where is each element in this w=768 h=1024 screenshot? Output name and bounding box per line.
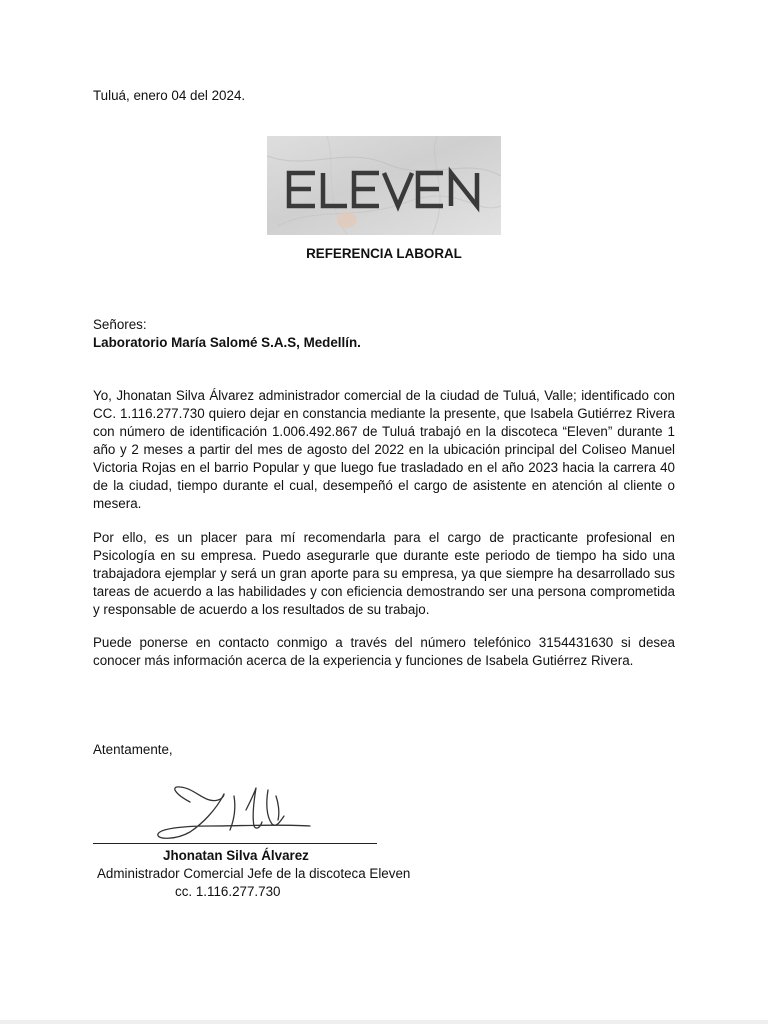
- body-paragraph-3: Puede ponerse en contacto conmigo a través del número telefónico 3154431630 si desea conocer más información acerca de la experiencia y funciones de Isabela Gutiérrez Rivera.: [93, 635, 675, 668]
- handwritten-signature: [150, 782, 330, 844]
- letter-date: Tuluá, enero 04 del 2024.: [93, 88, 246, 103]
- closing: Atentamente,: [93, 742, 173, 757]
- eleven-logo: [267, 136, 501, 235]
- salutation: Señores:: [93, 317, 147, 332]
- page-bottom-edge: [0, 1020, 768, 1024]
- body-paragraph-2: Por ello, es un placer para mí recomendarla para el cargo de practicante profesional en Psicología en su empresa. Puedo asegurarle que durante este periodo de tiempo ha sido una trabajadora ejemplar y será un gran aporte para su empresa, ya que siempre ha desarrollado sus tareas de acuerdo a las habilidades y con eficiencia demostrando ser una persona comprometida y responsable de acuerdo a los resultados de su trabajo.: [93, 530, 675, 617]
- signer-name: Jhonatan Silva Álvarez: [163, 848, 309, 863]
- signer-title: Administrador Comercial Jefe de la discoteca Eleven: [97, 866, 411, 881]
- signer-id: cc. 1.116.277.730: [175, 884, 281, 899]
- signature-line: [93, 843, 377, 844]
- letter-heading: REFERENCIA LABORAL: [306, 246, 462, 261]
- body-paragraph-1: Yo, Jhonatan Silva Álvarez administrador comercial de la ciudad de Tuluá, Valle; identificado con CC. 1.116.277.730 quiero dejar en constancia mediante la presente, que Isabela Gutiérrez Rivera con número de identificación 1.006.492.867 de Tuluá trabajó en la discoteca “Eleven” durante 1 año y 2 meses a partir del mes de agosto del 2022 en la ubicación principal del Coliseo Manuel Victoria Rojas en el barrio Popular y que luego fue trasladado en el año 2023 hacia la carrera 40 de la ciudad, tiempo durante el cual, desempeñó el cargo de asistente en atención al cliente o mesera.: [93, 388, 675, 511]
- recipient: Laboratorio María Salomé S.A.S, Medellín.: [93, 335, 361, 350]
